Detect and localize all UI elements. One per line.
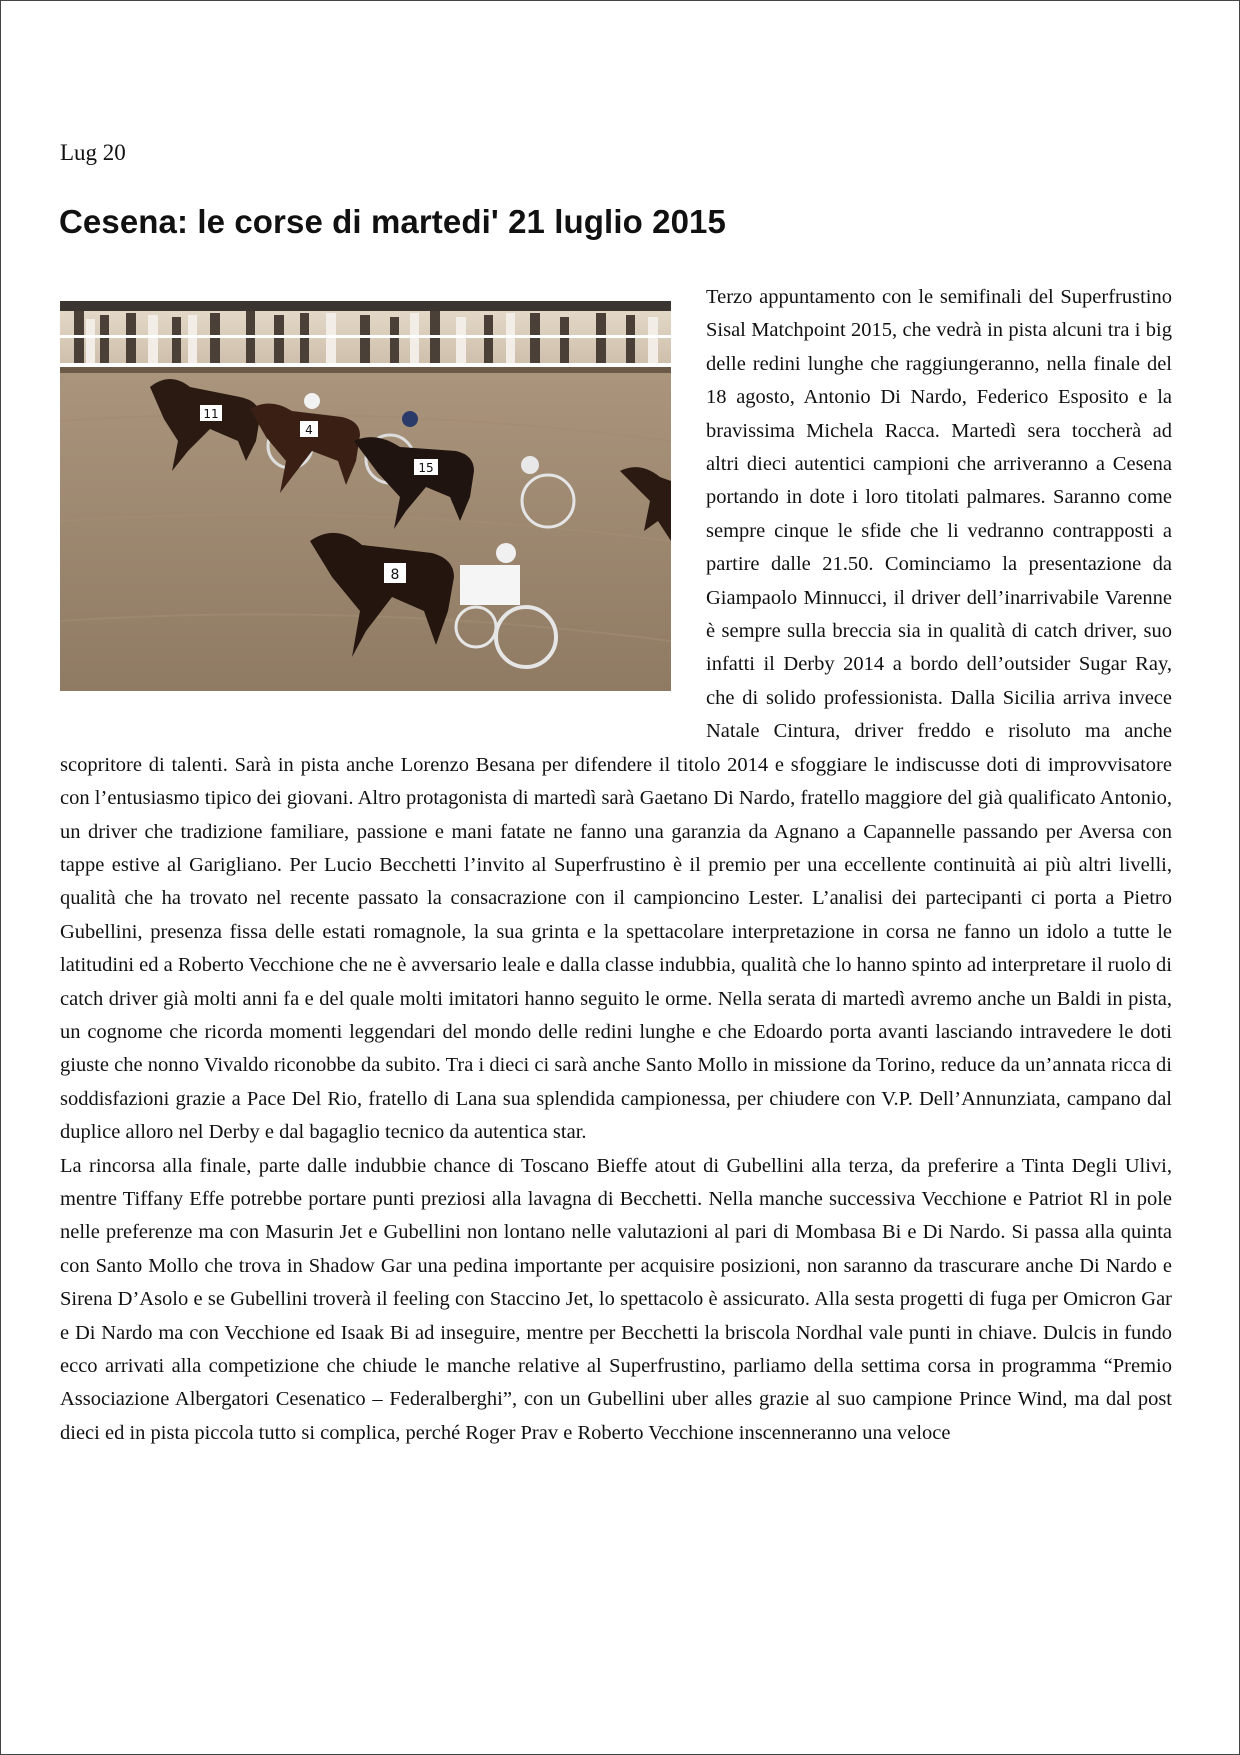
article-paragraph-2: La rincorsa alla finale, parte dalle indubbie chance di Toscano Bieffe atout di Gubellini alla terza, da preferire a Tinta Degli Ulivi, mentre Tiffany Effe potrebbe portare punti preziosi alla lavagna di Becchetti. Nella manche successiva Vecchione e Patriot Rl in pole nelle preferenze ma con Masurin Jet e Gubellini non lontano nelle valutazioni al pari di Mombasa Bi e Di Nardo. Si passa alla quinta con Santo Mollo che trova in Shadow Gar una pedina importante per acquisire posizioni, non saranno da trascurare anche Di Nardo e Sirena D’Asolo e se Gubellini troverà il feeling con Staccino Jet, lo spettacolo è assicurato. Alla sesta progetti di fuga per Omicron Gar e Di Nardo ma con Vecchione ed Isaak Bi ad inseguire, mentre per Becchetti la briscola Nordhal vale punti in chiave. Dulcis in fundo ecco arrivati alla competizione che chiude le manche relative al Superfrustino, parliamo della settima corsa in programma “Premio Associazione Albergatori Cesenatico – Federalberghi”, con un Gubellini uber alles grazie al suo campione Prince Wind, ma dal post dieci ed in pista piccola tutto si complica, perché Roger Prav e Roberto Vecchione inscenneranno una veloce (60, 1154, 1172, 1444)
saddle-number-15: 15 (418, 461, 434, 475)
article-title: Cesena: le corse di martedi' 21 luglio 2015 (59, 203, 726, 240)
article-date: Lug 20 (60, 140, 126, 165)
article-paragraph-1: Terzo appuntamento con le semifinali del Superfrustino Sisal Matchpoint 2015, che vedrà in pista alcuni tra i big delle redini lunghe che raggiungeranno, nella finale del 18 agosto, Antonio Di Nardo, Federico Esposito e la bravissima Michela Racca. Martedì sera toccherà ad altri dieci autentici campioni che arriveranno a Cesena portando in dote i loro titolati palmares. Saranno come sempre cinque le sfide che li vedranno contrapposti a partire dalle 21.50. Cominciamo la presentazione da Giampaolo Minnucci, il driver dell’inarrivabile Varenne è sempre sulla breccia sia in qualità di catch driver, suo infatti il Derby 2014 a bordo dell’outsider Sugar Ray, che di solido professionista. Dalla Sicilia arriva invece Natale Cintura, driver freddo e risoluto ma anche scopritore di talenti. Sarà in pista anche Lorenzo Besana per difendere il titolo 2014 e sfoggiare le indiscusse doti di improvvisatore con l’entusiasmo tipico dei giovani. Altro protagonista di martedì sarà Gaetano Di Nardo, fratello maggiore del già qualificato Antonio, un driver che tradizione familiare, passione e mani fatate ne fanno una garanzia da Agnano a Capannelle passando per Aversa con tappe estive al Garigliano. Per Lucio Becchetti l’invito al Superfrustino è il premio per una eccellente continuità ai più altri livelli, qualità che ha trovato nel recente passato la consacrazione con il campioncino Lester. L’analisi dei partecipanti ci porta a Pietro Gubellini, presenza fissa delle estati romagnole, la sua grinta e la spettacolare interpretazione in corsa ne fanno un idolo a tutte le latitudini ed a Roberto Vecchione che ne è avversario leale e dalla classe indubbia, qualità che lo hanno spinto ad interpretare il ruolo di catch driver già molti anni fa e del quale molti imitatori hanno seguito le orme. Nella serata di martedì avremo anche un Baldi in pista, un cognome che ricorda momenti leggendari del mondo delle redini lunghe e che Edoardo porta avanti lasciando intravedere le doti giuste che nonno Vivaldo riconobbe da subito. Tra i dieci ci sarà anche Santo Mollo in missione da Torino, reduce da un’annata ricca di soddisfazioni grazie a Pace Del Rio, fratello di Lana sua splendida campionessa, per chiudere con V.P. Dell’Annunziata, campano dal duplice alloro nel Derby e dal bagaglio tecnico da autentica star. (60, 286, 1172, 1144)
photo-float-spacer (60, 281, 706, 733)
saddle-number-11: 11 (203, 407, 219, 421)
saddle-number-8: 8 (390, 567, 400, 583)
article-body (60, 281, 1172, 1450)
saddle-number-4: 4 (305, 423, 313, 437)
